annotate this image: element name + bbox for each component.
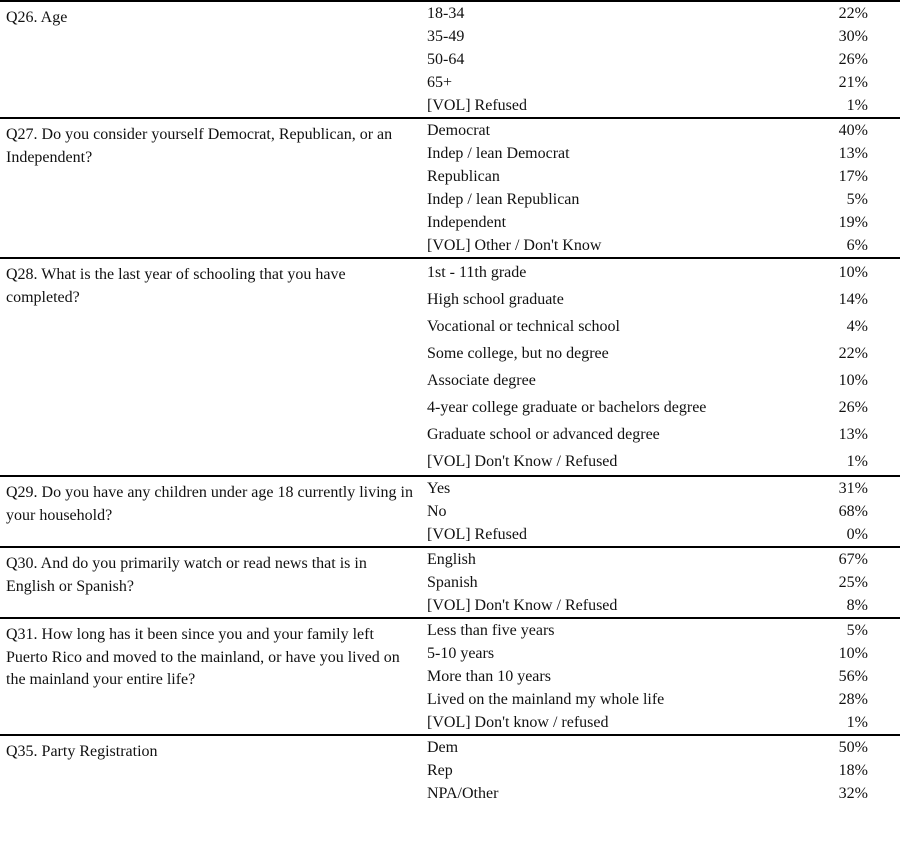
answer-row xyxy=(420,571,900,594)
answer-label: Lived on the mainland my whole life xyxy=(427,691,665,708)
answer-row xyxy=(420,142,900,165)
answer-label: 1st - 11th grade xyxy=(427,264,527,281)
answer-label: Indep / lean Republican xyxy=(427,191,580,208)
answer-percentage: 68% xyxy=(838,503,868,520)
answer-row xyxy=(420,2,900,25)
answer-percentage: 10% xyxy=(838,372,868,389)
question-group xyxy=(0,477,900,548)
answer-label: [VOL] Refused xyxy=(427,526,527,543)
answer-percentage: 5% xyxy=(846,191,868,208)
answer-row xyxy=(420,94,900,117)
answer-label: [VOL] Don't Know / Refused xyxy=(427,597,618,614)
answer-percentage: 21% xyxy=(838,74,868,91)
question-text: Q31. How long has it been since you and your family left Puerto Rico and moved to the mainland, or have you lived on the mainland your entire life? xyxy=(6,626,400,688)
answer-row xyxy=(420,188,900,211)
answer-row xyxy=(420,759,900,782)
answer-percentage: 17% xyxy=(838,168,868,185)
answer-label: More than 10 years xyxy=(427,668,551,685)
answer-row xyxy=(420,688,900,711)
answer-label: 35-49 xyxy=(427,28,465,45)
answer-row xyxy=(420,421,900,448)
answer-percentage: 22% xyxy=(838,5,868,22)
answer-label: Associate degree xyxy=(427,372,536,389)
answer-percentage: 1% xyxy=(846,97,868,114)
answer-label: Some college, but no degree xyxy=(427,345,609,362)
answer-row xyxy=(420,313,900,340)
answer-label: Graduate school or advanced degree xyxy=(427,426,660,443)
answer-label: Indep / lean Democrat xyxy=(427,145,570,162)
answer-percentage: 67% xyxy=(838,551,868,568)
answer-row xyxy=(420,665,900,688)
answer-list xyxy=(420,477,900,546)
question-group xyxy=(0,548,900,619)
answer-label: NPA/Other xyxy=(427,785,499,802)
answer-percentage: 13% xyxy=(838,426,868,443)
answer-row xyxy=(420,594,900,617)
answer-label: Spanish xyxy=(427,574,478,591)
question-text: Q35. Party Registration xyxy=(6,743,158,760)
answer-row xyxy=(420,286,900,313)
answer-label: Dem xyxy=(427,739,459,756)
answer-percentage: 4% xyxy=(846,318,868,335)
answer-row xyxy=(420,259,900,286)
answer-list xyxy=(420,619,900,734)
answer-label: [VOL] Don't know / refused xyxy=(427,714,609,731)
answer-percentage: 26% xyxy=(838,399,868,416)
answer-percentage: 56% xyxy=(838,668,868,685)
answer-percentage: 50% xyxy=(838,739,868,756)
answer-row xyxy=(420,71,900,94)
answer-label: [VOL] Other / Don't Know xyxy=(427,237,602,254)
answer-row xyxy=(420,736,900,759)
answer-percentage: 14% xyxy=(838,291,868,308)
answer-list xyxy=(420,2,900,117)
answer-list xyxy=(420,119,900,257)
answer-percentage: 22% xyxy=(838,345,868,362)
answer-label: Independent xyxy=(427,214,507,231)
answer-row xyxy=(420,394,900,421)
answer-row xyxy=(420,234,900,257)
answer-row xyxy=(420,211,900,234)
answer-percentage: 13% xyxy=(838,145,868,162)
answer-percentage: 30% xyxy=(838,28,868,45)
answer-row xyxy=(420,340,900,367)
answer-label: [VOL] Don't Know / Refused xyxy=(427,453,618,470)
answer-percentage: 28% xyxy=(838,691,868,708)
answer-row xyxy=(420,619,900,642)
answer-row xyxy=(420,477,900,500)
question-text: Q28. What is the last year of schooling that you have completed? xyxy=(6,266,346,306)
question-text: Q30. And do you primarily watch or read news that is in English or Spanish? xyxy=(6,555,367,595)
answer-percentage: 19% xyxy=(838,214,868,231)
question-group xyxy=(0,619,900,736)
question-text: Q29. Do you have any children under age 18 currently living in your household? xyxy=(6,484,413,524)
answer-row xyxy=(420,448,900,475)
answer-label: Yes xyxy=(427,480,451,497)
answer-percentage: 1% xyxy=(846,453,868,470)
answer-label: No xyxy=(427,503,447,520)
answer-label: English xyxy=(427,551,476,568)
answer-row xyxy=(420,367,900,394)
answer-percentage: 5% xyxy=(846,622,868,639)
question-group xyxy=(0,736,900,805)
answer-label: Rep xyxy=(427,762,453,779)
answer-percentage: 31% xyxy=(838,480,868,497)
answer-label: Republican xyxy=(427,168,500,185)
question-group xyxy=(0,2,900,119)
answer-percentage: 8% xyxy=(846,597,868,614)
question-group xyxy=(0,259,900,477)
answer-percentage: 40% xyxy=(838,122,868,139)
answer-label: 4-year college graduate or bachelors degree xyxy=(427,399,707,416)
answer-label: High school graduate xyxy=(427,291,564,308)
answer-percentage: 10% xyxy=(838,645,868,662)
answer-label: Less than five years xyxy=(427,622,555,639)
answer-label: 5-10 years xyxy=(427,645,495,662)
answer-row xyxy=(420,782,900,805)
answer-label: Vocational or technical school xyxy=(427,318,620,335)
question-text: Q26. Age xyxy=(6,9,68,26)
answer-label: 18-34 xyxy=(427,5,465,22)
answer-label: 65+ xyxy=(427,74,453,91)
answer-percentage: 26% xyxy=(838,51,868,68)
answer-row xyxy=(420,165,900,188)
answer-percentage: 1% xyxy=(846,714,868,731)
answer-list xyxy=(420,736,900,805)
answer-row xyxy=(420,642,900,665)
question-group xyxy=(0,119,900,259)
answer-label: [VOL] Refused xyxy=(427,97,527,114)
question-text: Q27. Do you consider yourself Democrat, Republican, or an Independent? xyxy=(6,126,393,166)
answer-list xyxy=(420,548,900,617)
answer-row xyxy=(420,711,900,734)
answer-row xyxy=(420,119,900,142)
answer-percentage: 10% xyxy=(838,264,868,281)
answer-label: Democrat xyxy=(427,122,491,139)
answer-percentage: 6% xyxy=(846,237,868,254)
answer-row xyxy=(420,48,900,71)
answer-row xyxy=(420,25,900,48)
answer-percentage: 18% xyxy=(838,762,868,779)
answer-list xyxy=(420,259,900,475)
answer-percentage: 25% xyxy=(838,574,868,591)
answer-row xyxy=(420,500,900,523)
answer-row xyxy=(420,548,900,571)
answer-row xyxy=(420,523,900,546)
answer-percentage: 32% xyxy=(838,785,868,802)
answer-label: 50-64 xyxy=(427,51,465,68)
answer-percentage: 0% xyxy=(846,526,868,543)
